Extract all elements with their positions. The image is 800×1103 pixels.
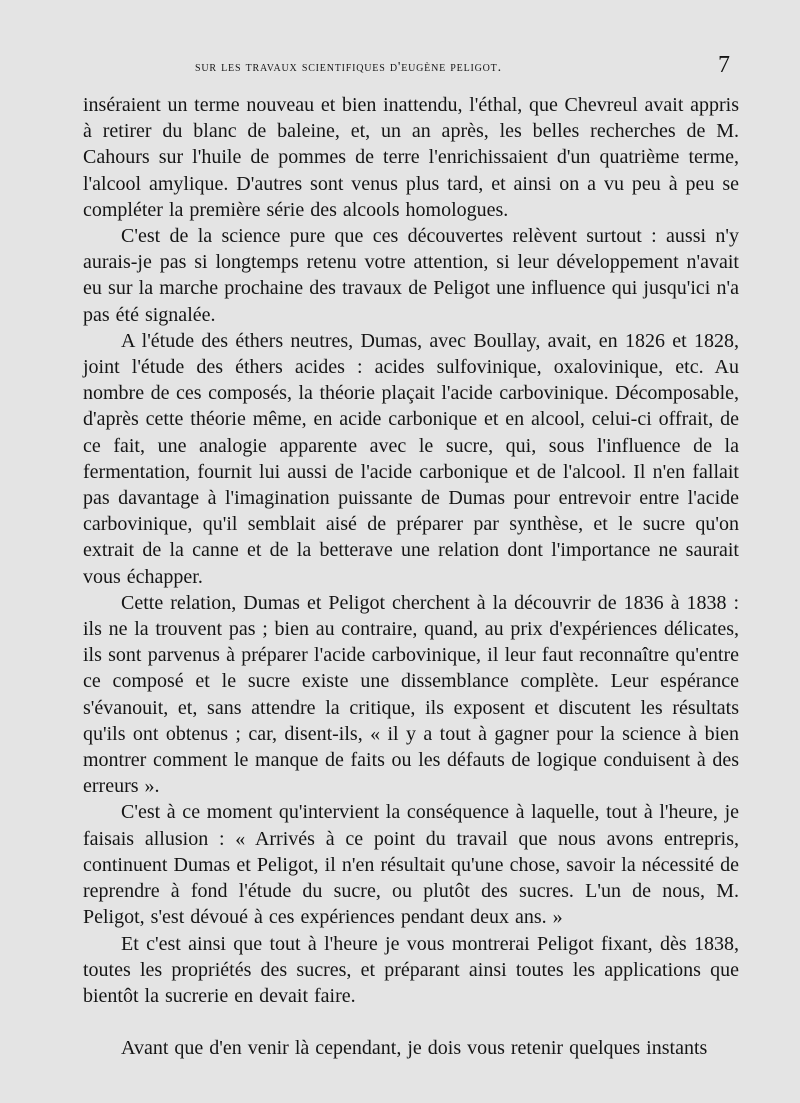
page-header <box>195 52 730 84</box>
running-title: sur les travaux scientifiques d'eugène peligot. <box>195 60 502 75</box>
paragraph: Et c'est ainsi que tout à l'heure je vous montrerai Peligot fixant, dès 1838, toutes les propriétés des sucres, et préparant ainsi toutes les applications que bientôt la sucrerie en devait faire. <box>83 932 739 1007</box>
paragraph: Cette relation, Dumas et Peligot cherchent à la découvrir de 1836 à 1838 : ils ne la trouvent pas ; bien au contraire, quand, au prix d'expériences délicates, ils sont parvenus à préparer l'acide carbovinique, il leur faut reconnaître qu'entre ce composé et le sucre existe une dissemblance complète. Leur espérance s'évanouit, et, sans attendre la critique, ils exposent et discutent les résultats qu'ils ont obtenus ; car, disent-ils, « il y a tout à gagner pour la science à bien montrer comment le manque de faits ou les défauts de logique conduisent à des erreurs ». <box>83 591 739 798</box>
paragraph: A l'étude des éthers neutres, Dumas, avec Boullay, avait, en 1826 et 1828, joint l'étude des éthers acides : acides sulfovinique, oxalovinique, etc. Au nombre de ces composés, la théorie plaçait l'acide carbovinique. Décomposable, d'après cette théorie même, en acide carbonique et en alcool, celui-ci offrait, de ce fait, une analogie apparente avec le sucre, qui, sous l'influence de la fermentation, fournit lui aussi de l'acide carbonique et de l'alcool. Il n'en fallait pas davantage à l'imagination puissante de Dumas pour entrevoir entre l'acide carbovinique, qu'il semblait aisé de préparer par synthèse, et le sucre qu'on extrait de la canne et de la betterave une relation dont l'importance ne saurait vous échapper. <box>83 329 739 588</box>
paragraph: C'est de la science pure que ces découvertes relèvent surtout : aussi n'y aurais-je pas si longtemps retenu votre attention, si leur développement n'avait eu sur la marche prochaine des travaux de Peligot une influence qui jusqu'ici n'a pas été signalée. <box>83 225 739 326</box>
paragraph: Avant que d'en venir là cependant, je dois vous retenir quelques instants <box>121 1037 708 1060</box>
paragraph: inséraient un terme nouveau et bien inattendu, l'éthal, que Chevreul avait appris à retirer du blanc de baleine, et, un an après, les belles recherches de M. Cahours sur l'huile de pommes de terre l'enrichissaient d'un quatrième terme, l'alcool amylique. D'autres sont venus plus tard, et ainsi on a vu peu à peu se compléter la première série des alcools homologues. <box>83 94 739 221</box>
page-body <box>83 92 739 1061</box>
paragraph: C'est à ce moment qu'intervient la conséquence à laquelle, tout à l'heure, je faisais allusion : « Arrivés à ce point du travail que nous avons entrepris, continuent Dumas et Peligot, il n'en résultait qu'une chose, savoir la nécessité de reprendre à fond l'étude du sucre, ou plutôt des sucres. L'un de nous, M. Peligot, s'est dévoué à ces expériences pendant deux ans. » <box>83 801 739 929</box>
page-number: 7 <box>718 52 730 78</box>
